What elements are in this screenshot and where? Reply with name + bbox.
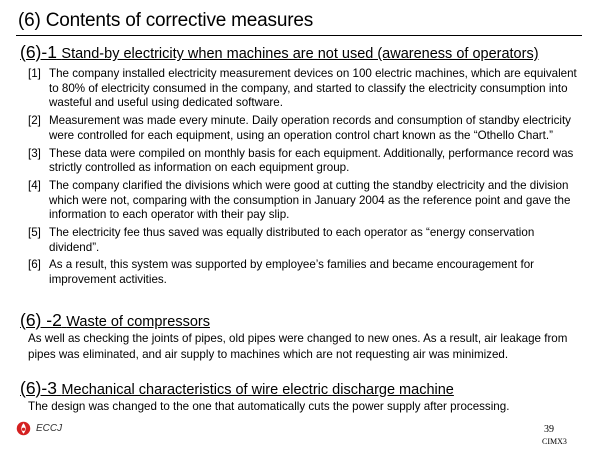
item-text: The electricity fee thus saved was equally distributed to each operator as “energy conservation dividend”. — [49, 226, 535, 254]
section-heading-6-2 — [20, 311, 210, 331]
section-text-6-2: As well as checking the joints of pipes, old pipes were changed to new ones. As a result, air leakage from pipes was eliminated, and air supply to machines which are not requesting air was minimized. — [28, 332, 568, 361]
eccj-logo-icon — [16, 421, 31, 436]
document-code: CIMX3 — [542, 437, 567, 446]
list-item — [28, 114, 584, 143]
list-item — [28, 258, 584, 287]
page-number: 39 — [544, 424, 554, 435]
section-heading-6-1 — [20, 43, 539, 63]
item-marker: [1] — [28, 67, 41, 80]
footer-logo — [16, 421, 62, 436]
item-list-6-1 — [28, 67, 584, 291]
list-item — [28, 179, 584, 223]
item-marker: [2] — [28, 114, 41, 128]
item-marker: [5] — [28, 226, 41, 240]
page-title: (6) Contents of corrective measures — [18, 10, 314, 31]
item-text: These data were compiled on monthly basis for each equipment. Additionally, performance record was strictly controlled as information on each equipment group. — [49, 146, 574, 175]
list-item — [28, 147, 584, 176]
logo-text: ECCJ — [36, 423, 63, 434]
section-title: Waste of compressors — [66, 314, 210, 330]
section-text-6-3: The design was changed to the one that automatically cuts the power supply after processing. — [28, 400, 510, 413]
title-divider — [16, 35, 582, 36]
section-title: Mechanical characteristics of wire electric discharge machine — [61, 382, 454, 398]
section-number: (6) -2 — [20, 310, 62, 330]
section-number: (6)-1 — [20, 42, 57, 62]
item-text: As a result, this system was supported by employee’s families and became encouragement for improvement activities. — [49, 258, 535, 287]
item-text: The company clarified the divisions which were good at cutting the standby electricity and the division which were not, comparing with the consumption in January 2004 as the reference point and gave the information to each operator with their pay slip. — [49, 178, 571, 222]
item-marker: [4] — [28, 178, 41, 192]
item-marker: [6] — [28, 258, 41, 272]
item-text: Measurement was made every minute. Daily operation records and consumption of standby electricity were controlled for each equipment, using an operation control chart known as the “Othello Chart.” — [49, 114, 571, 142]
section-heading-6-3 — [20, 379, 454, 399]
section-title: Stand-by electricity when machines are not used (awareness of operators) — [61, 46, 539, 62]
item-text: The company installed electricity measurement devices on 100 electric machines, which are equivalent to 80% of electricity consumed in the company, and started to classify the electricity consumption into wasteful and useful using dedicated software. — [49, 67, 577, 110]
list-item — [28, 226, 584, 255]
item-marker: [3] — [28, 146, 41, 160]
list-item — [28, 67, 584, 111]
section-number: (6)-3 — [20, 378, 57, 398]
